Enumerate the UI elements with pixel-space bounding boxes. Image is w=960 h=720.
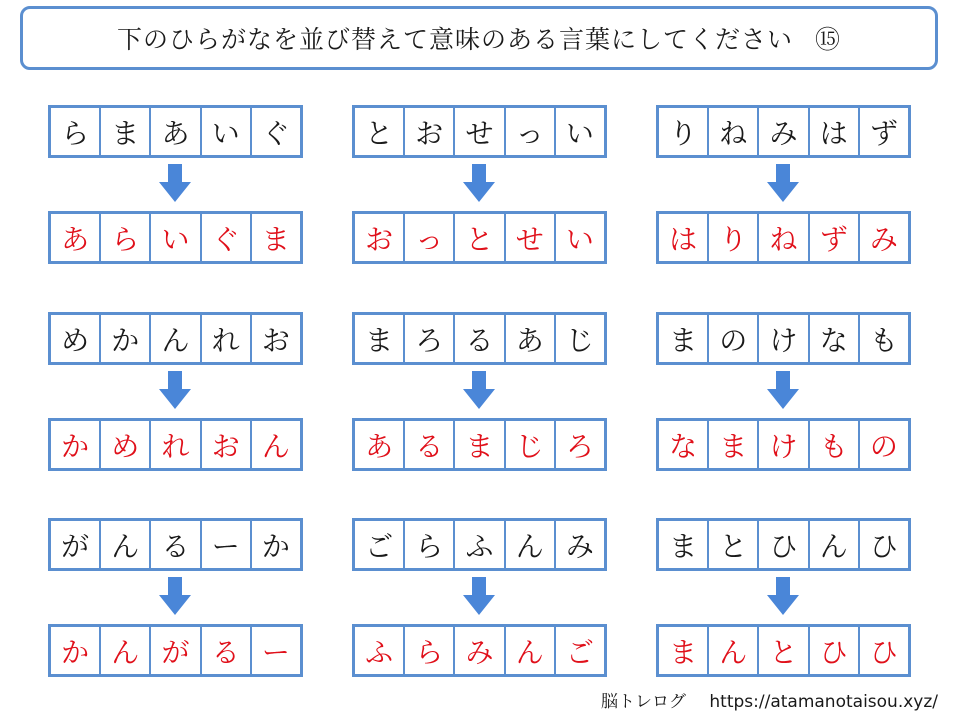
answer-cell: か (51, 421, 101, 468)
question-row (48, 105, 303, 158)
question-cell: の (709, 315, 759, 362)
question-cell: と (355, 108, 405, 155)
question-cell: か (101, 315, 151, 362)
down-arrow-icon (463, 164, 495, 202)
question-cell: い (565, 116, 594, 150)
question-row (48, 518, 303, 571)
question-cell: ま (659, 315, 709, 362)
site-url[interactable]: https://atamanotaisou.xyz/ (709, 692, 938, 712)
question-cell: お (405, 108, 455, 155)
answer-cell: ま (455, 421, 505, 468)
down-arrow-icon (159, 577, 191, 615)
question-cell: け (759, 315, 809, 362)
question-row (656, 105, 911, 158)
answer-cell: ご (565, 635, 594, 669)
question-cell: い (202, 108, 252, 155)
answer-cell: ま (709, 421, 759, 468)
question-cell: な (810, 315, 860, 362)
question-cell: せ (455, 108, 505, 155)
question-cell: あ (506, 315, 556, 362)
question-cell: ず (869, 116, 898, 150)
answer-cell: ぐ (202, 214, 252, 261)
answer-cell: ら (101, 214, 151, 261)
question-cell: あ (151, 108, 201, 155)
answer-cell: ひ (869, 635, 898, 669)
answer-row (48, 211, 303, 264)
question-cell: と (709, 521, 759, 568)
title-banner (20, 6, 938, 70)
question-cell: ー (202, 521, 252, 568)
question-cell: み (759, 108, 809, 155)
question-cell: お (261, 323, 290, 357)
question-cell: じ (565, 323, 594, 357)
down-arrow-icon (463, 371, 495, 409)
answer-cell: ろ (565, 429, 594, 463)
answer-row (352, 418, 607, 471)
answer-cell: あ (355, 421, 405, 468)
answer-cell: る (405, 421, 455, 468)
down-arrow-icon (767, 164, 799, 202)
answer-cell: じ (506, 421, 556, 468)
puzzle-6 (656, 312, 911, 472)
question-cell: ね (709, 108, 759, 155)
answer-cell: と (455, 214, 505, 261)
question-cell: る (151, 521, 201, 568)
answer-cell: る (202, 627, 252, 674)
puzzle-2 (352, 105, 607, 265)
down-arrow-icon (767, 577, 799, 615)
question-cell: ひ (759, 521, 809, 568)
answer-row (656, 418, 911, 471)
answer-cell: め (101, 421, 151, 468)
answer-cell: ら (405, 627, 455, 674)
answer-cell: み (455, 627, 505, 674)
question-cell: ろ (405, 315, 455, 362)
answer-row (656, 624, 911, 677)
question-cell: ま (659, 521, 709, 568)
question-cell: も (869, 323, 898, 357)
answer-cell: ず (810, 214, 860, 261)
answer-cell: け (759, 421, 809, 468)
question-cell: ら (405, 521, 455, 568)
question-cell: ご (355, 521, 405, 568)
footer (601, 687, 938, 712)
answer-row (352, 624, 607, 677)
question-row (352, 312, 607, 365)
answer-cell: ん (261, 429, 290, 463)
answer-cell: ま (261, 222, 290, 256)
answer-cell: っ (405, 214, 455, 261)
puzzle-9 (656, 518, 911, 678)
question-row (352, 518, 607, 571)
puzzle-4 (48, 312, 303, 472)
answer-cell: ー (261, 635, 290, 669)
answer-cell: れ (151, 421, 201, 468)
question-cell: っ (506, 108, 556, 155)
answer-cell: ふ (355, 627, 405, 674)
question-row (656, 312, 911, 365)
answer-cell: り (709, 214, 759, 261)
answer-cell: ん (506, 627, 556, 674)
answer-cell: ひ (810, 627, 860, 674)
puzzle-8 (352, 518, 607, 678)
answer-cell: い (565, 222, 594, 256)
question-cell: ん (101, 521, 151, 568)
down-arrow-icon (767, 371, 799, 409)
question-cell: は (810, 108, 860, 155)
question-cell: か (261, 529, 290, 563)
question-row (656, 518, 911, 571)
answer-row (352, 211, 607, 264)
question-row (48, 312, 303, 365)
question-cell: み (565, 529, 594, 563)
question-cell: ふ (455, 521, 505, 568)
answer-cell: も (810, 421, 860, 468)
question-cell: ぐ (261, 116, 290, 150)
answer-row (48, 418, 303, 471)
site-name: 脳トレログ (600, 692, 686, 712)
puzzle-5 (352, 312, 607, 472)
question-cell: る (455, 315, 505, 362)
puzzle-number: ⑮ (815, 25, 842, 54)
answer-cell: あ (51, 214, 101, 261)
question-cell: ん (506, 521, 556, 568)
question-cell: ま (101, 108, 151, 155)
answer-cell: ん (709, 627, 759, 674)
answer-cell: み (869, 222, 898, 256)
down-arrow-icon (463, 577, 495, 615)
puzzle-1 (48, 105, 303, 265)
answer-cell: お (202, 421, 252, 468)
down-arrow-icon (159, 164, 191, 202)
answer-cell: せ (506, 214, 556, 261)
question-cell: り (659, 108, 709, 155)
question-row (352, 105, 607, 158)
answer-cell: な (659, 421, 709, 468)
question-cell: め (51, 315, 101, 362)
answer-cell: か (51, 627, 101, 674)
page-title: 下のひらがなを並び替えて意味のある言葉にしてください (116, 25, 793, 54)
answer-row (48, 624, 303, 677)
answer-cell: ん (101, 627, 151, 674)
answer-cell: の (869, 429, 898, 463)
question-cell: ま (355, 315, 405, 362)
question-cell: が (51, 521, 101, 568)
question-cell: ひ (869, 529, 898, 563)
down-arrow-icon (159, 371, 191, 409)
answer-cell: ね (759, 214, 809, 261)
answer-row (656, 211, 911, 264)
answer-cell: お (355, 214, 405, 261)
question-cell: ん (151, 315, 201, 362)
puzzle-7 (48, 518, 303, 678)
question-cell: れ (202, 315, 252, 362)
answer-cell: ま (659, 627, 709, 674)
answer-cell: は (659, 214, 709, 261)
answer-cell: と (759, 627, 809, 674)
answer-cell: が (151, 627, 201, 674)
question-cell: ら (51, 108, 101, 155)
question-cell: ん (810, 521, 860, 568)
answer-cell: い (151, 214, 201, 261)
puzzle-3 (656, 105, 911, 265)
